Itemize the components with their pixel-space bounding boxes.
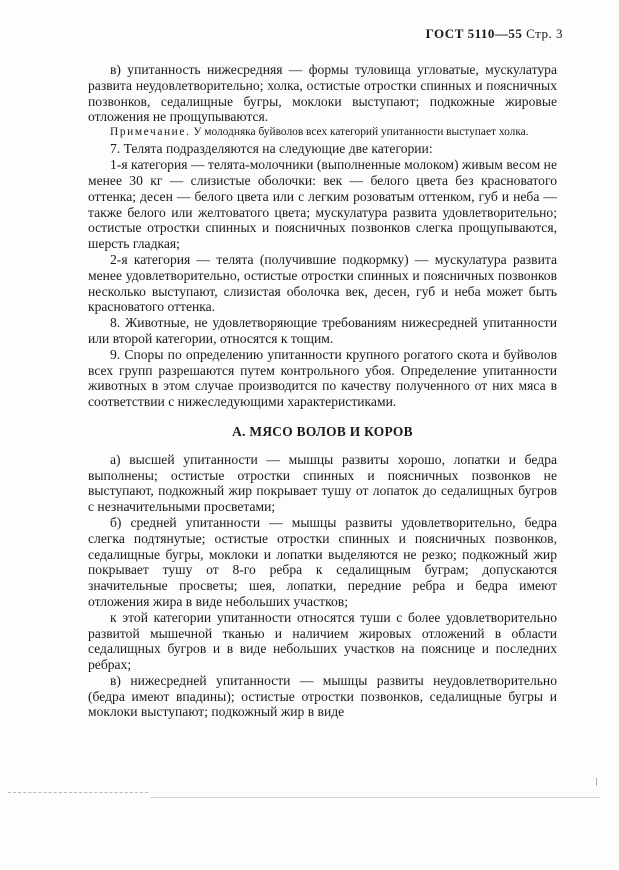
paragraph-calves-category-1: 1-я категория — телята-молочники (выполненные молоком) живым весом не менее 30 кг — слизистые оболочки: век — белого цвета без красноватого оттенка; десен — белого цвета или с легким розоватым оттенком, губ и неба — также белого или желтоватого цвета; мускулатура развита удовлетворительно; остистые отростки спинных и поясничных позвонков слегка прощупываются, шерсть гладкая; [88,157,557,252]
standard-number: ГОСТ 5110—55 [425,26,523,41]
paragraph-highest-fatness: а) высшей упитанности — мышцы развиты хорошо, лопатки и бедра выполнены; остистые отростки спинных и поясничных позвонков не выступают, подкожный жир покрывает тушу от лопаток до седалищных бугров с незначительными просветами; [88,451,557,515]
scan-artifact-line [8,792,148,793]
paragraph-below-average-fatness: в) упитанность нижесредняя — формы туловища угловатые, мускулатура развита неудовлетворительно; холка, остистые отростки спинных и поясничных позвонков, седалищные бугры, моклоки выступают; подкожные жировые отложения не прощупываются. [88,62,557,125]
paragraph-calves-categories: 7. Телята подразделяются на следующие две категории: [110,141,433,157]
paragraph-disputes: 9. Споры по определению упитанности крупного рогатого скота и буйволов всех групп разрешаются путем контрольного убоя. Определение упитанности животных в этом случае производится по качеству полученного от них мяса в соответствии с нижеследующими характеристиками. [88,346,557,410]
paragraph-below-average-meat: в) нижесредней упитанности — мышцы развиты неудовлетворительно (бедра имеют впадины); остистые отростки позвонков, седалищные бугры и моклоки выступают; подкожный жир в виде [88,672,557,720]
page-header [426,26,563,42]
page-body [88,62,557,720]
page-number: Стр. 3 [526,26,563,41]
paragraph-medium-fatness: б) средней упитанности — мышцы развиты удовлетворительно, бедра слегка подтянутые; остистые отростки спинных и поясничных позвонков, седалищные бугры, моклоки и лопатки выделяются не резко; подкожный жир покрывает тушу от 8-го ребра к седалищным буграм; допускаются значительные просветы; шея, лопатки, передние ребра и бедра имеют отложения жира в виде небольших участков; [88,514,557,609]
note [88,126,557,139]
scan-artifact-line-2 [150,797,600,798]
paragraph-calves-category-2: 2-я категория — телята (получившие подкормку) — мускулатура развита менее удовлетворительно, остистые отростки спинных и поясничных позвонков несколько выступают, слизистая оболочка век, десен, губ и неба может быть красноватого оттенка. [88,251,557,315]
paragraph-lean-animals: 8. Животные, не удовлетворяющие требованиям нижесредней упитанности или второй категории, относятся к тощим. [88,315,557,346]
note-label: Примечание. [110,126,191,139]
paragraph-medium-fatness-addendum: к этой категории упитанности относятся туши с более удовлетворительно развитой мышечной тканью и наличием жировых отложений в области седалищных бугров и в виде небольших участков на пояснице и последних ребрах; [88,609,557,673]
note-text: У молодняка буйволов всех категорий упитанности выступает холка. [190,126,529,139]
scan-artifact-tick [596,778,603,786]
section-heading: А. МЯСО ВОЛОВ И КОРОВ [232,423,413,439]
